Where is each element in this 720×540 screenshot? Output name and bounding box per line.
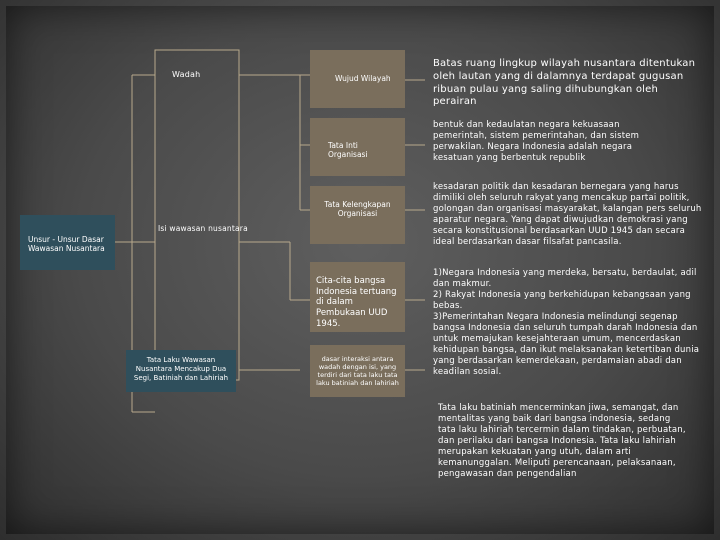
cita-cita-node (310, 262, 405, 332)
tata-kelengkapan-node-label: Tata Kelengkapan Organisasi (324, 200, 391, 219)
wujud-wilayah-node (310, 50, 405, 108)
dasar-interaksi-node-label: dasar interaksi antara wadah dengan isi, yang terdiri dari tata laku tata laku batiniah dan lahiriah (316, 355, 399, 388)
tata-inti-node-label: Tata Inti Organisasi (328, 141, 368, 160)
cita-cita-description: 1)Negara Indonesia yang merdeka, bersatu, berdaulat, adil dan makmur. 2) Rakyat Indonesia yang berkehidupan kebangsaan yang bebas. 3)Pemerintahan Negara Indonesia melindungi segenap bangsa Indonesia dan seluruh tumpah darah Indonesia dan untuk memajukan kesejahteraan umum, mencerdaskan kehidupan bangsa, dan ikut melaksanakan ketertiban dunia yang berdasarkan kemerdekaan, perdamaian abadi dan keadilan sosial. (433, 268, 700, 378)
tata-kelengkapan-node (310, 186, 405, 244)
tata-inti-node (310, 118, 405, 176)
root-node (20, 215, 115, 270)
cita-cita-node-label: Cita-cita bangsa Indonesia tertuang di dalam Pembukaan UUD 1945. (316, 276, 397, 329)
tata-laku-node-label: Tata Laku Wawasan Nusantara Mencakup Dua Segi, Batiniah dan Lahiriah (133, 356, 229, 382)
tata-laku-node (126, 350, 236, 392)
root-node-label: Unsur - Unsur Dasar Wawasan Nusantara (28, 235, 105, 254)
tata-kelengkapan-description: kesadaran politik dan kesadaran bernegara yang harus dimiliki oleh seluruh rakyat yang mencakup partai politik, golongan dan organisasi masyarakat, kalangan pers seluruh aparatur negara. Yang dapat diwujudkan demokrasi yang secara konstitusional berdasarkan UUD 1945 dan secara ideal berdasarkan dasar filsafat pancasila. (433, 182, 702, 248)
wujud-wilayah-description: Batas ruang lingkup wilayah nusantara ditentukan oleh lautan yang di dalamnya terdapat gugusan ribuan pulau yang saling dihubungkan oleh perairan (433, 58, 696, 108)
tata-inti-description: bentuk dan kedaulatan negara kekuasaan pemerintah, sistem pemerintahan, dan sistem perwakilan. Negara Indonesia adalah negara kesatuan yang berbentuk republik (433, 120, 640, 164)
dasar-interaksi-description: Tata laku batiniah mencerminkan jiwa, semangat, dan mentalitas yang baik dari bangsa indonesia, sedang tata laku lahiriah tercermin dalam tindakan, perbuatan, dan perilaku dari bangsa Indonesia. Tata laku lahiriah merupakan kekuatan yang utuh, dalam arti kemanunggalan. Meliputi perencanaan, pelaksanaan, pengawasan dan pengendalian (438, 403, 686, 480)
wujud-wilayah-node-label: Wujud Wilayah (335, 74, 391, 83)
dasar-interaksi-node (310, 345, 405, 397)
wadah-node-label: Wadah (172, 70, 201, 79)
isi-node-label: Isi wawasan nusantara (158, 224, 248, 233)
